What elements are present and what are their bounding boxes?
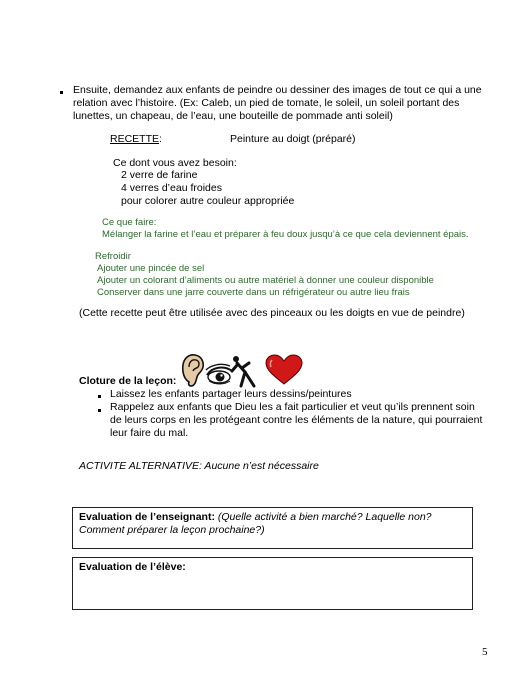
- lesson-icons: [180, 353, 305, 389]
- closing-heading: Cloture de la leçon:: [79, 375, 177, 387]
- todo-heading: Ce que faire:: [102, 217, 157, 228]
- recipe-note: (Cette recette peut être utilisée avec des pinceaux ou les doigts en vue de peindre): [79, 307, 465, 319]
- closing-bullet-1: Laissez les enfants partager leurs dessins/peintures: [110, 388, 352, 400]
- recipe-label: RECETTE: [110, 133, 160, 145]
- closing-bullet-2-line: de leurs corps en les protégeant contre les éléments de la nature, qui pourraient: [110, 414, 483, 426]
- cool-step: Conserver dans une jarre couverte dans un réfrigérateur ou autre lieu frais: [97, 287, 410, 298]
- stretching-person-icon: [232, 356, 254, 386]
- needs-list: [121, 169, 294, 208]
- student-evaluation-label: Evaluation de l’élève:: [79, 561, 186, 573]
- intro-paragraph: [73, 84, 513, 123]
- eye-icon: [206, 364, 232, 384]
- intro-line-3: lunettes, un chapeau, de l’eau, une bouteille de pommade anti soleil): [73, 110, 393, 122]
- cool-heading: Refroidir: [95, 251, 131, 262]
- needs-item: pour colorer autre couleur appropriée: [121, 195, 295, 207]
- teacher-evaluation-box: [72, 507, 473, 549]
- teacher-evaluation-prompt: (Quelle activité a bien marché? Laquelle non?: [214, 511, 432, 523]
- bullet-marker: [98, 409, 101, 412]
- recipe-title: Peinture au doigt (préparé): [230, 133, 356, 145]
- bullet-marker: [98, 395, 101, 398]
- needs-item: 2 verre de farine: [121, 169, 198, 181]
- cool-steps: [97, 263, 434, 299]
- todo-line: Mélanger la farine et l’eau et préparer à feu doux jusqu’à ce que cela deviennent épais.: [102, 229, 469, 240]
- heart-icon: [266, 355, 302, 384]
- needs-item: 4 verres d’eau froides: [121, 182, 222, 194]
- intro-line-1: Ensuite, demandez aux enfants de peindre ou dessiner des images de tout ce qui a une: [73, 84, 482, 96]
- recipe-colon: :: [159, 133, 162, 145]
- teacher-evaluation-prompt: Comment préparer la leçon prochaine?): [79, 524, 265, 536]
- cool-step: Ajouter une pincée de sel: [97, 263, 205, 274]
- alternative-activity: ACTIVITE ALTERNATIVE: Aucune n’est nécessaire: [79, 460, 319, 472]
- closing-bullet-2-line: leur faire du mal.: [110, 427, 189, 439]
- cool-step: Ajouter un colorant d’aliments ou autre matériel à donner une couleur disponible: [97, 275, 434, 286]
- student-evaluation-box: [72, 557, 473, 610]
- intro-line-2: relation avec l’histoire. (Ex: Caleb, un pied de tomate, le soleil, un soleil portant des: [73, 97, 460, 109]
- ear-icon: [183, 355, 203, 386]
- needs-heading: Ce dont vous avez besoin:: [113, 157, 237, 169]
- closing-bullet-2: [110, 401, 482, 440]
- closing-bullet-2-line: Rappelez aux enfants que Dieu les a fait particulier et veut qu’ils prennent soin: [110, 401, 475, 413]
- page-number: 5: [482, 646, 488, 658]
- teacher-evaluation-label: Evaluation de l’enseignant:: [79, 511, 215, 523]
- bullet-marker: [60, 91, 63, 94]
- recipe-heading: [110, 133, 162, 146]
